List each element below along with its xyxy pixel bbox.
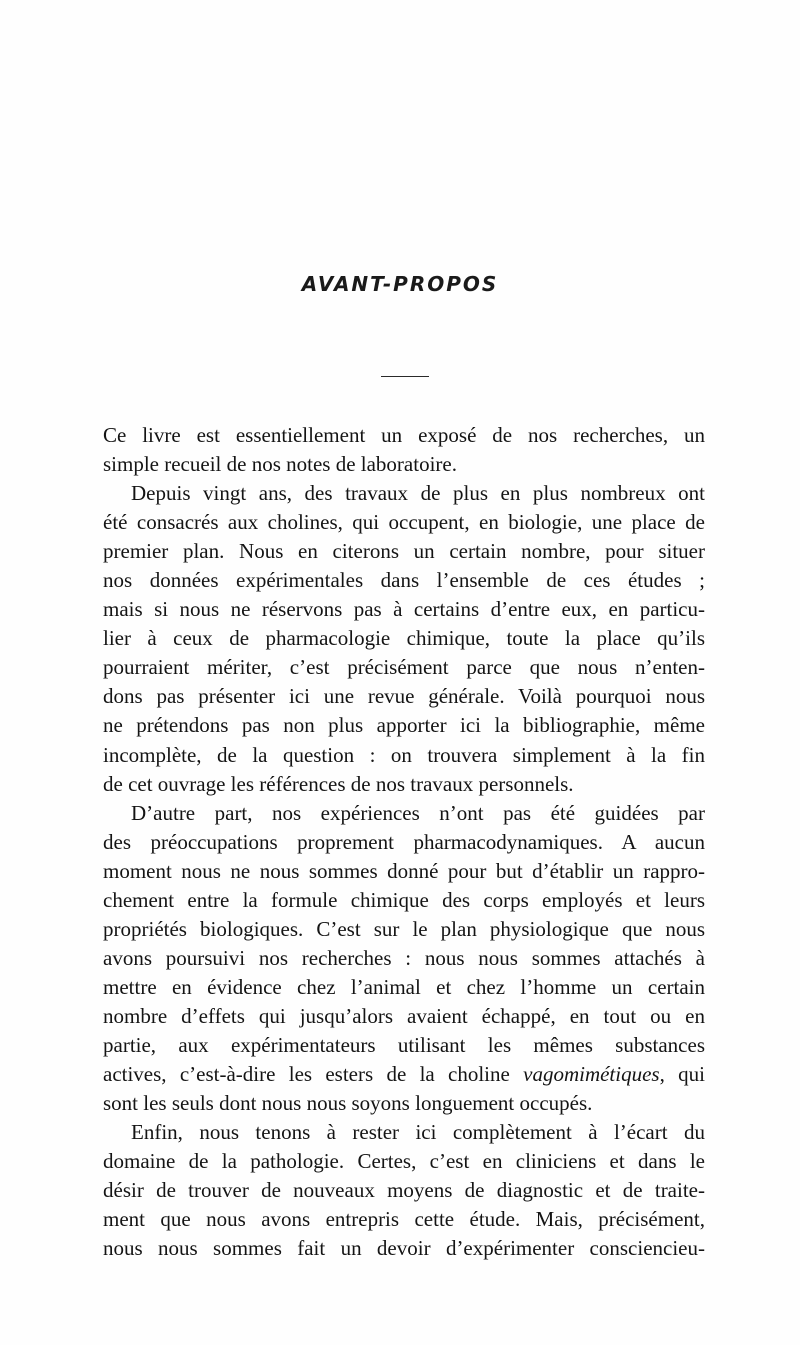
text-line: de cet ouvrage les références de nos travaux personnels. [103, 771, 574, 796]
text-line: lier à ceux de pharmacologie chimique, toute la place qu’ils [103, 626, 705, 651]
text-line: Ce livre est essentiellement un exposé de nos recherches, un [103, 423, 705, 447]
page-title: AVANT-PROPOS [301, 272, 499, 296]
preface-body [103, 421, 705, 1263]
text-line: mettre en évidence chez l’animal et chez l’homme un certain [103, 974, 705, 999]
italic-term: vagomimétiques [523, 1062, 660, 1087]
text-line: premier plan. Nous en citerons un certain nombre, pour situer [103, 539, 705, 564]
text-line: D’autre part, nos expériences n’ont pas été guidées par [131, 800, 705, 825]
text-line: partie, aux expérimentateurs utilisant les mêmes substances [103, 1032, 705, 1057]
text-line: domaine de la pathologie. Certes, c’est en cliniciens et dans le [103, 1149, 705, 1174]
title-divider [381, 376, 429, 377]
text-line: incomplète, de la question : on trouvera simplement à la fin [103, 742, 705, 767]
text-line: ne prétendons pas non plus apporter ici la bibliographie, même [103, 713, 705, 738]
text-line-with-italic [103, 1060, 705, 1089]
text-line: nombre d’effets qui jusqu’alors avaient échappé, en tout ou en [103, 1003, 705, 1028]
text-line: chement entre la formule chimique des corps employés et leurs [103, 887, 705, 912]
text-line: Depuis vingt ans, des travaux de plus en plus nombreux ont [131, 481, 705, 506]
text-line: été consacrés aux cholines, qui occupent, en biologie, une place de [103, 510, 705, 535]
text-line: pourraient mériter, c’est précisément parce que nous n’enten- [103, 655, 705, 680]
text-line: moment nous ne nous sommes donné pour but d’établir un rappro- [103, 858, 705, 883]
text-segment: , qui [659, 1062, 705, 1087]
text-line: dons pas présenter ici une revue générale. Voilà pourquoi nous [103, 684, 705, 709]
text-line: simple recueil de nos notes de laboratoire. [103, 452, 457, 477]
text-line: ment que nous avons entrepris cette étude. Mais, précisément, [103, 1207, 705, 1232]
text-line: avons poursuivi nos recherches : nous nous sommes attachés à [103, 945, 705, 970]
text-line: Enfin, nous tenons à rester ici complètement à l’écart du [131, 1120, 705, 1145]
text-segment: actives, c’est-à-dire les esters de la choline [103, 1062, 524, 1087]
text-line: des préoccupations proprement pharmacodynamiques. A aucun [103, 829, 705, 854]
text-line: propriétés biologiques. C’est sur le plan physiologique que nous [103, 916, 705, 941]
text-line: nous nous sommes fait un devoir d’expérimenter consciencieu- [103, 1236, 705, 1261]
text-line: mais si nous ne réservons pas à certains d’entre eux, en particu- [103, 597, 705, 622]
text-line: désir de trouver de nouveaux moyens de diagnostic et de traite- [103, 1178, 705, 1203]
text-line: sont les seuls dont nous nous soyons longuement occupés. [103, 1091, 593, 1116]
text-line: nos données expérimentales dans l’ensemble de ces études ; [103, 568, 705, 593]
